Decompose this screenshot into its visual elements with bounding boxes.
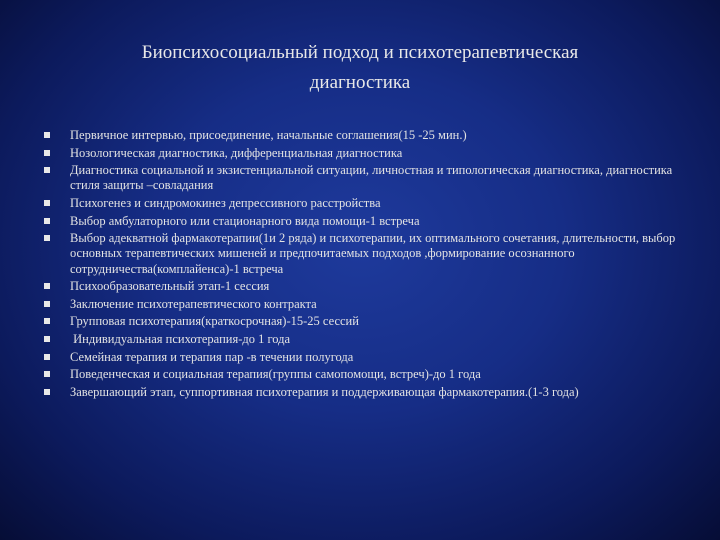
list-item <box>40 385 680 400</box>
list-item-text: Заключение психотерапевтического контракта <box>70 296 317 311</box>
list-item <box>40 367 680 382</box>
square-bullet-icon <box>44 150 50 156</box>
square-bullet-icon <box>44 336 50 342</box>
list-item <box>40 163 680 193</box>
square-bullet-icon <box>44 318 50 324</box>
slide-title-line-1: Биопсихосоциальный подход и психотерапевтическая <box>141 42 579 63</box>
list-item-text: Завершающий этап, суппортивная психотерапия и поддерживающая фармакотерапия.(1-3 года) <box>70 384 579 399</box>
bullet-list <box>40 128 680 402</box>
list-item <box>40 214 680 229</box>
list-item <box>40 196 680 211</box>
list-item-text: Первичное интервью, присоединение, начальные соглашения(15 -25 мин.) <box>70 128 467 142</box>
list-item <box>40 231 680 277</box>
list-item-text: Психогенез и синдромокинез депрессивного расстройства <box>70 195 381 210</box>
list-item-text: Психообразовательный этап-1 сессия <box>70 279 270 294</box>
list-item-text: Поведенческая и социальная терапия(группы самопомощи, встреч)-до 1 года <box>70 367 481 382</box>
list-item <box>40 297 680 312</box>
list-item-text: Семейная терапия и терапия пар -в течении полугода <box>70 349 354 364</box>
list-item <box>40 314 680 329</box>
slide-title <box>40 38 680 98</box>
square-bullet-icon <box>44 200 50 206</box>
square-bullet-icon <box>44 301 50 307</box>
list-item <box>40 146 680 161</box>
square-bullet-icon <box>44 235 50 241</box>
square-bullet-icon <box>44 283 50 289</box>
list-item <box>40 332 680 347</box>
list-item <box>40 350 680 365</box>
list-item-text: Нозологическая диагностика, дифференциальная диагностика <box>70 145 403 160</box>
list-item-text: Выбор амбулаторного или стационарного вида помощи-1 встреча <box>70 213 420 228</box>
square-bullet-icon <box>44 371 50 377</box>
square-bullet-icon <box>44 132 50 138</box>
list-item <box>40 128 680 143</box>
slide-title-line-2: диагностика <box>309 72 411 93</box>
list-item-text: Индивидуальная психотерапия-до 1 года <box>70 331 291 346</box>
square-bullet-icon <box>44 218 50 224</box>
square-bullet-icon <box>44 389 50 395</box>
list-item-text: Групповая психотерапия(краткосрочная)-15-25 сессий <box>70 314 359 329</box>
list-item <box>40 279 680 294</box>
list-item-text: Диагностика социальной и экзистенциальной ситуации, личностная и типологическая диагностика, диагностика стиля защиты –совладания <box>70 163 673 193</box>
square-bullet-icon <box>44 354 50 360</box>
square-bullet-icon <box>44 167 50 173</box>
list-item-text: Выбор адекватной фармакотерапии(1и 2 ряда) и психотерапии, их оптимального сочетания, длительности, выбор основных терапевтических мишеней и предпочитаемых подходов ,формирование осознанного сотрудничества(комплайенса)-1 встреча <box>70 231 676 276</box>
